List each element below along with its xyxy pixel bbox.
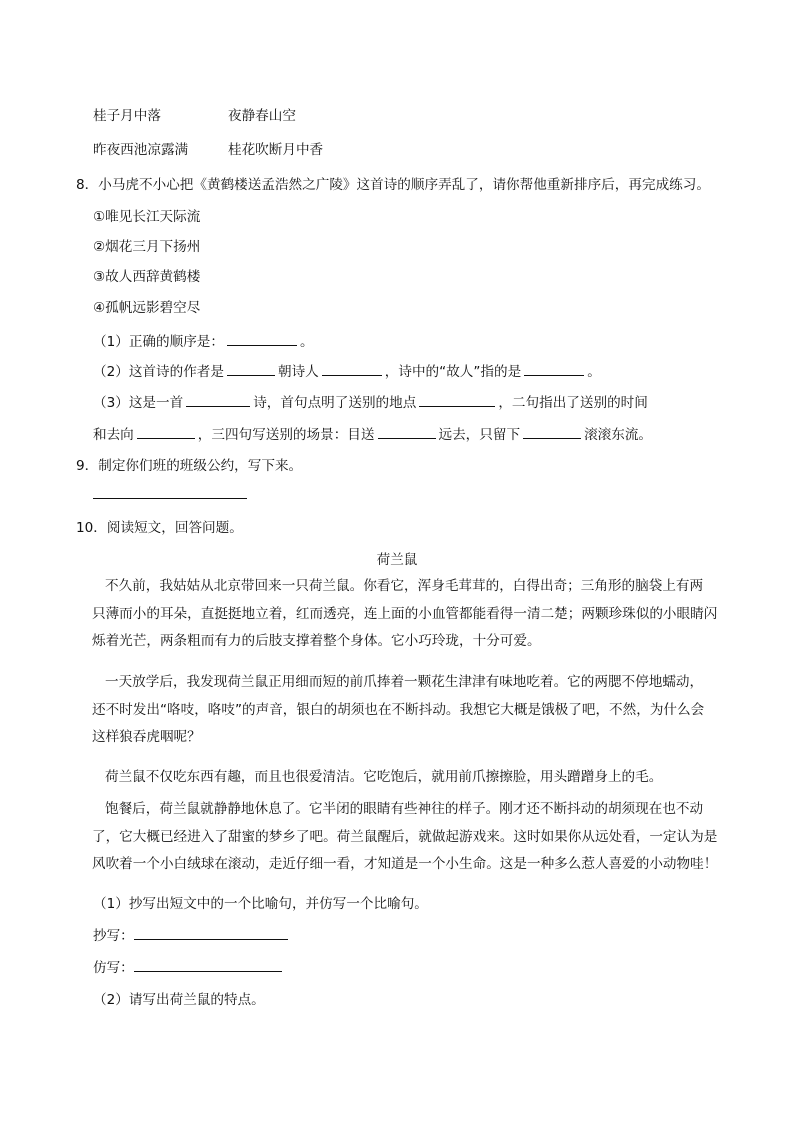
imitate-row — [93, 956, 285, 976]
question-10-stem: 10．阅读短文，回答问题。 — [76, 520, 243, 536]
poem-fragment: 桂子月中落 — [93, 108, 161, 124]
answer-blank[interactable] — [227, 361, 275, 376]
imitate-label: 仿写： — [93, 960, 134, 976]
answer-line[interactable] — [93, 498, 247, 499]
question-8-sub-1: （1）正确的顺序是： 。 — [93, 330, 314, 350]
question-9-stem: 9．制定你们班的班级公约，写下来。 — [76, 458, 303, 474]
passage-title: 荷兰鼠 — [376, 552, 418, 568]
poem-fragment: 昨夜西池凉露满 — [93, 142, 189, 158]
question-10-sub-1: （1）抄写出短文中的一个比喻句，并仿写一个比喻句。 — [93, 896, 428, 912]
passage-paragraph-4: 饱餐后，荷兰鼠就静静地休息了。它半闭的眼睛有些神往的样子。刚才还不断抖动的胡须现在也不动 了，它大概已经进入了甜蜜的梦乡了吧。荷兰鼠醒后，就做起游戏来。这时如果你从远处看，一定认为是 风吹着一个小白绒球在滚动，走近仔细一看，才知道是一个小生命。这是一种多么惹人喜爱的小动物哇！ — [92, 801, 718, 872]
passage-paragraph-2: 一天放学后，我发现荷兰鼠正用细而短的前爪捧着一颗花生津津有味地吃着。它的两腮不停地蠕动， 还不时发出“咯吱，咯吱”的声音，银白的胡须也在不断抖动。我想它大概是饿极了吧，不然，为什么会 这样狼吞虎咽呢？ — [92, 674, 705, 745]
answer-blank[interactable] — [523, 424, 581, 439]
poem-line-3: ③故人西辞黄鹤楼 — [93, 269, 201, 285]
question-10-sub-2: （2）请写出荷兰鼠的特点。 — [93, 992, 265, 1008]
answer-blank[interactable] — [378, 424, 436, 439]
copy-answer-blank[interactable] — [134, 925, 288, 940]
answer-blank[interactable] — [322, 361, 382, 376]
passage-paragraph-1: 不久前，我姑姑从北京带回来一只荷兰鼠。你看它，浑身毛茸茸的，白得出奇；三角形的脑袋上有两 只薄而小的耳朵，直挺挺地立着，红而透亮，连上面的小血管都能看得一清二楚；两颗珍珠似的小眼睛闪 烁着光芒，两条粗而有力的后肢支撑着整个身体。它小巧玲珑，十分可爱。 — [92, 578, 718, 649]
question-8-sub-3-line-2: 和去向 ，三四句写送别的场景：目送 远去，只留下 滚滚东流。 — [93, 423, 652, 443]
question-8-stem: 8．小马虎不小心把《黄鹤楼送孟浩然之广陵》这首诗的顺序弄乱了，请你帮他重新排序后，再完成练习。 — [76, 177, 710, 193]
poem-fragment: 桂花吹断月中香 — [228, 142, 324, 158]
imitate-answer-blank[interactable] — [134, 957, 282, 972]
poem-line-4: ④孤帆远影碧空尽 — [93, 300, 201, 316]
answer-blank[interactable] — [227, 331, 297, 346]
copy-label: 抄写： — [93, 928, 134, 944]
copy-row — [93, 924, 291, 944]
question-8-sub-3-line-1: （3）这是一首 诗，首句点明了送别的地点 ，二句指出了送别的时间 — [93, 391, 648, 411]
question-8-sub-2: （2）这首诗的作者是 朝诗人 ，诗中的“故人”指的是 。 — [93, 360, 601, 380]
answer-blank[interactable] — [524, 361, 584, 376]
passage-paragraph-3: 荷兰鼠不仅吃东西有趣，而且也很爱清洁。它吃饱后，就用前爪擦擦脸，用头蹭蹭身上的毛。 — [105, 769, 663, 785]
answer-blank[interactable] — [137, 424, 195, 439]
answer-blank[interactable] — [419, 392, 495, 407]
poem-line-2: ②烟花三月下扬州 — [93, 239, 201, 255]
poem-fragment: 夜静春山空 — [228, 108, 296, 124]
poem-line-1: ①唯见长江天际流 — [93, 209, 201, 225]
answer-blank[interactable] — [186, 392, 250, 407]
